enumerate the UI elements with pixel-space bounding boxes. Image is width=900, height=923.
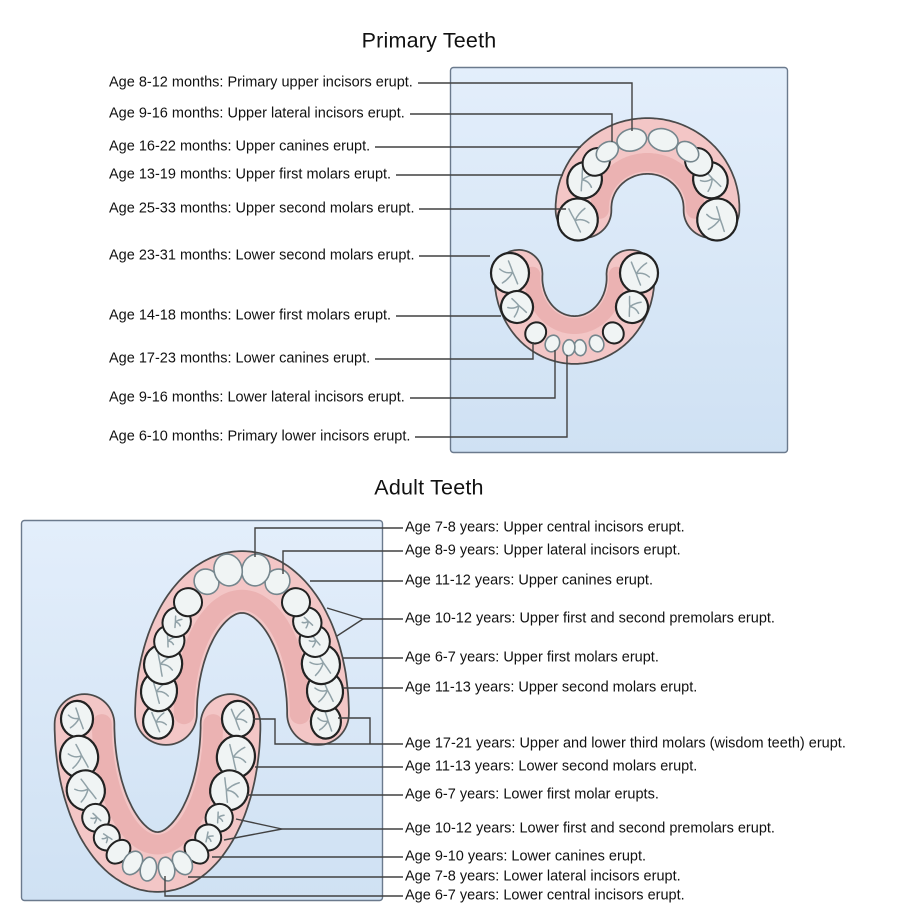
- adult-label-lower-canines: Age 9-10 years: Lower canines erupt.: [405, 848, 646, 865]
- adult-label-upper-centrals: Age 7-8 years: Upper central incisors erupt.: [405, 519, 685, 536]
- tooth-m: [491, 253, 529, 293]
- adult-label-lower-laterals: Age 7-8 years: Lower lateral incisors erupt.: [405, 868, 681, 885]
- adult-label-lower-first-molar: Age 6-7 years: Lower first molar erupts.: [405, 786, 659, 803]
- primary-label-upper-laterals: Age 9-16 months: Upper lateral incisors erupt.: [109, 105, 405, 122]
- adult-label-lower-centrals: Age 6-7 years: Lower central incisors erupt.: [405, 887, 685, 904]
- primary-section-title: Primary Teeth: [361, 28, 497, 53]
- adult-label-upper-first-molars: Age 6-7 years: Upper first molars erupt.: [405, 649, 659, 666]
- adult-label-upper-canines: Age 11-12 years: Upper canines erupt.: [405, 572, 653, 589]
- primary-label-lower-incisors: Age 6-10 months: Primary lower incisors erupt.: [109, 428, 411, 445]
- primary-label-lower-canines: Age 17-23 months: Lower canines erupt.: [109, 350, 371, 367]
- tooth-m: [620, 253, 658, 293]
- adult-label-upper-second-molars: Age 11-13 years: Upper second molars erupt.: [405, 679, 698, 696]
- primary-label-upper-first-molars: Age 13-19 months: Upper first molars erupt.: [109, 166, 392, 183]
- primary-label-upper-canines: Age 16-22 months: Upper canines erupt.: [109, 138, 371, 155]
- tooth-m: [61, 701, 94, 738]
- adult-section-title: Adult Teeth: [374, 475, 484, 500]
- tooth-m: [222, 701, 255, 738]
- adult-label-upper-premolars: Age 10-12 years: Upper first and second premolars erupt.: [405, 610, 775, 627]
- primary-label-lower-second-molars: Age 23-31 months: Lower second molars erupt.: [109, 247, 415, 264]
- primary-label-upper-incisors: Age 8-12 months: Primary upper incisors erupt.: [109, 74, 413, 91]
- adult-label-lower-second-molars: Age 11-13 years: Lower second molars erupt.: [405, 758, 698, 775]
- primary-label-lower-first-molars: Age 14-18 months: Lower first molars erupt.: [109, 307, 392, 324]
- adult-label-upper-laterals: Age 8-9 years: Upper lateral incisors erupt.: [405, 542, 681, 559]
- adult-label-wisdom-teeth: Age 17-21 years: Upper and lower third molars (wisdom teeth) erupt.: [405, 735, 846, 752]
- tooth-crown: [562, 339, 576, 356]
- tooth-i: [562, 339, 576, 356]
- adult-label-lower-premolars: Age 10-12 years: Lower first and second premolars erupt.: [405, 820, 775, 837]
- primary-label-upper-second-molars: Age 25-33 months: Upper second molars erupt.: [109, 200, 415, 217]
- primary-label-lower-laterals: Age 9-16 months: Lower lateral incisors erupt.: [109, 389, 405, 406]
